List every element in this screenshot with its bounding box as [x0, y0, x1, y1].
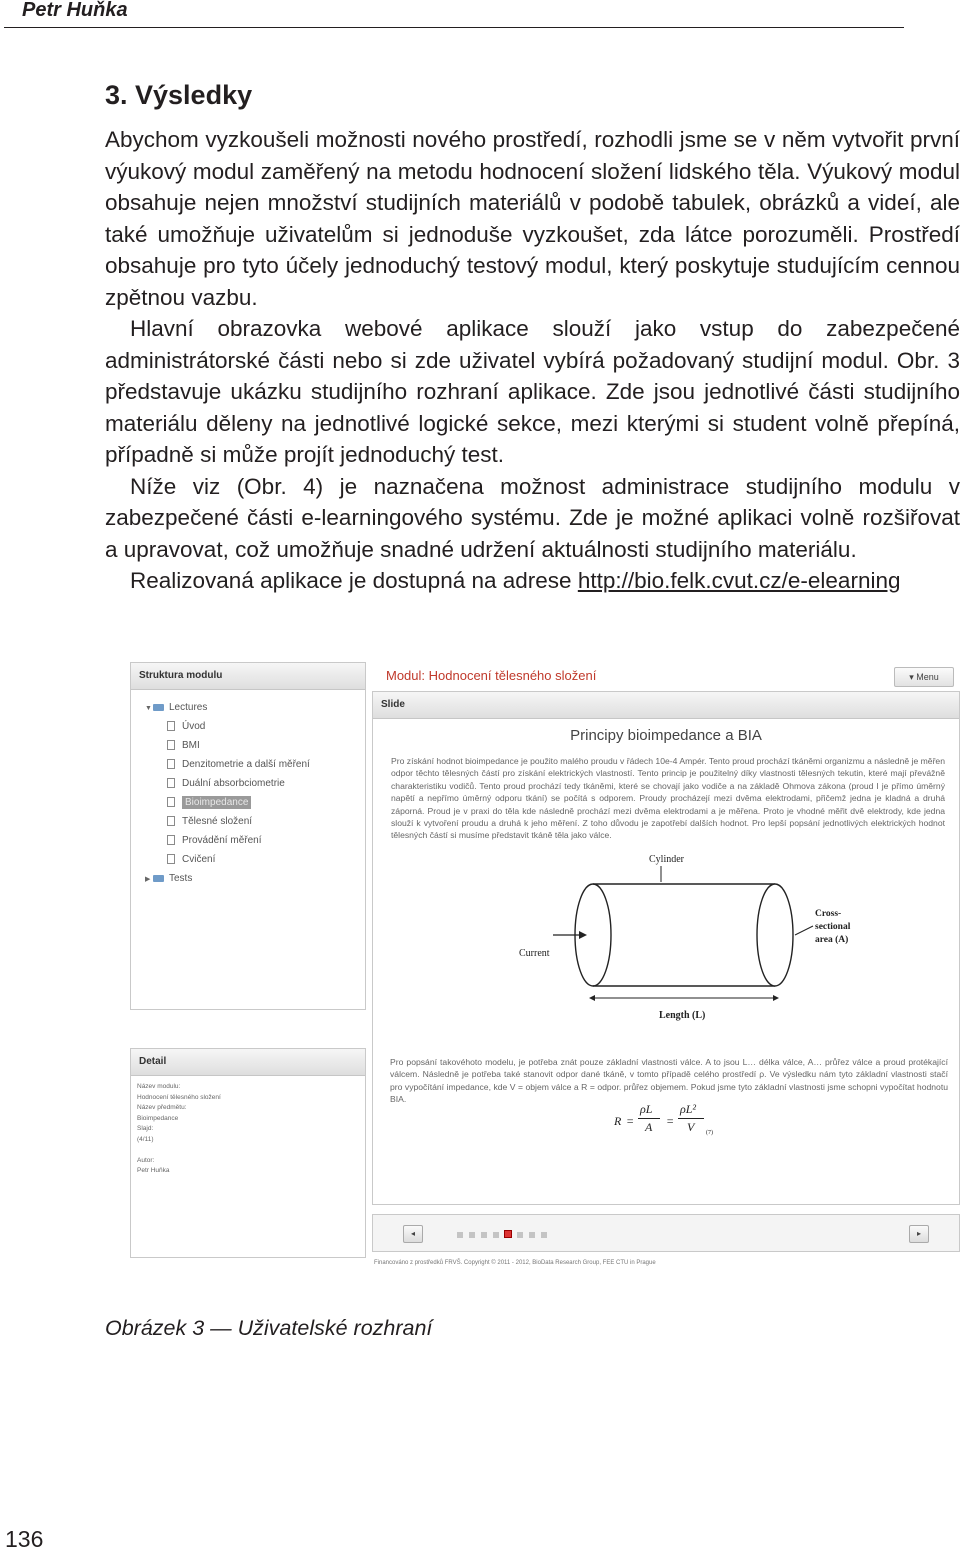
- formula-mid-den: A: [645, 1120, 653, 1134]
- structure-panel-title: Struktura modulu: [131, 663, 365, 690]
- cylinder-right-end: [757, 884, 793, 986]
- diagram-label-cylinder: Cylinder: [649, 853, 684, 865]
- length-arrow-head-right: [773, 995, 779, 1001]
- tree-label: Provádění měření: [182, 835, 262, 846]
- slide-text-2: Pro popsání takovéhoto modelu, je potřeba znát pouze základní vlastnosti válce. A to jsou L… délka válce, A… průřez válce a proud protékající válcem. Následně je potřeba také stanovit odpor dané tkáně, v tomto případě celého prostředí ρ. Ve výsledku nám tyto základní vlastnosti stačí pro vypočítání impedance, kde V = objem válce a R = odpor. průřez objemem. Pokud jsme tyto základní vlastnosti jsme schopni vypočítat hodnotu BIA.: [390, 1057, 948, 1105]
- detail-list: [131, 1076, 365, 1177]
- detail-line: Název modulu:: [137, 1083, 181, 1090]
- formula-ref: (7): [706, 1130, 713, 1136]
- slide-dot[interactable]: [529, 1232, 535, 1238]
- header-rule: [4, 27, 904, 28]
- tree-label: Lectures: [169, 702, 208, 713]
- slide-dot[interactable]: [517, 1232, 523, 1238]
- diagram-label-cross-section-3: area (A): [815, 934, 849, 945]
- cross-section-pointer: [795, 926, 813, 935]
- detail-line: Hodnocení tělesného složení: [137, 1093, 221, 1101]
- slide-dot[interactable]: [541, 1232, 547, 1238]
- formula-rhs-num: ρL²: [680, 1102, 697, 1116]
- tree-item-selected[interactable]: [131, 793, 365, 812]
- tree-label: Denzitometrie a další měření: [182, 759, 310, 770]
- tree-item[interactable]: [131, 831, 365, 850]
- detail-line: Slajd:: [137, 1125, 154, 1132]
- slide-lower: [390, 1056, 948, 1106]
- slide-navigation: [372, 1214, 960, 1252]
- tree-label: BMI: [182, 740, 200, 751]
- tree-item[interactable]: [131, 774, 365, 793]
- slide-dot-active[interactable]: [504, 1230, 512, 1238]
- tree-label: Cvičení: [182, 854, 216, 865]
- next-slide-button[interactable]: ▸: [909, 1225, 929, 1243]
- formula-rhs-bar: [678, 1118, 704, 1119]
- expand-arrow-icon[interactable]: ▼: [145, 705, 152, 712]
- diagram-label-cross-section-2: sectional: [815, 921, 851, 932]
- folder-icon: [153, 875, 164, 882]
- formula-eq-2: =: [666, 1114, 675, 1128]
- tree-label: Úvod: [182, 721, 206, 732]
- page-icon: [167, 816, 175, 826]
- formula-lhs: R: [614, 1114, 622, 1128]
- formula-mid-bar: [638, 1118, 660, 1119]
- figure-screenshot: [128, 660, 960, 1280]
- folder-icon: [153, 704, 164, 711]
- prev-slide-button[interactable]: ◂: [403, 1225, 423, 1243]
- slide-dot[interactable]: [457, 1232, 463, 1238]
- tree-label: Bioimpedance: [182, 796, 251, 809]
- diagram-label-current: Current: [519, 947, 550, 959]
- page-icon: [167, 759, 175, 769]
- detail-line: (4/11): [137, 1135, 154, 1143]
- figure-caption: Obrázek 3 — Uživatelské rozhraní: [105, 1316, 433, 1340]
- menu-button[interactable]: ▾ Menu: [894, 667, 954, 687]
- formula-mid-num: ρL: [640, 1102, 653, 1116]
- tree-item[interactable]: [131, 736, 365, 755]
- page-icon: [167, 835, 175, 845]
- tree-item[interactable]: [131, 717, 365, 736]
- tree-item-lectures[interactable]: [131, 698, 365, 717]
- tree-label: Duální absorbciometrie: [182, 778, 285, 789]
- slide-dot[interactable]: [469, 1232, 475, 1238]
- detail-panel: [130, 1048, 366, 1258]
- slide-title: Principy bioimpedance a BIA: [570, 727, 762, 744]
- section-heading: 3. Výsledky: [105, 80, 253, 110]
- tree-item[interactable]: [131, 850, 365, 869]
- figure-footer: Financováno z prostředků FRVŠ. Copyright © 2011 - 2012, BioData Research Group, FEE CTU in Prague: [374, 1260, 656, 1266]
- page-icon: [167, 778, 175, 788]
- page-number: 136: [5, 1526, 44, 1552]
- page-icon: [167, 740, 175, 750]
- detail-line: Název předmětu:: [137, 1104, 187, 1111]
- availability-text: Realizovaná aplikace je dostupná na adrese: [130, 568, 578, 593]
- diagram-label-cross-section-1: Cross-: [815, 908, 842, 919]
- length-arrow-head-left: [589, 995, 595, 1001]
- paragraph-1: Abychom vyzkoušeli možnosti nového prostředí, rozhodli jsme se v něm vytvořit první výukový modul zaměřený na metodu hodnocení složení lidského těla. Výukový modul obsahuje nejen množství studijních materiálů v podobě tabulek, obrázků a videí, ale také umožňuje uživatelům si jednoduše vyzkoušet, zda látce porozuměli. Prostředí obsahuje pro tyto účely jednoduchý testový modul, který poskytuje studujícím cennou zpětnou vazbu.: [105, 127, 960, 310]
- page-icon: [167, 721, 175, 731]
- page-icon: [167, 854, 175, 864]
- body-text: [105, 124, 960, 597]
- formula-eq: =: [626, 1114, 635, 1128]
- detail-line: Autor:: [137, 1156, 155, 1164]
- slide-dot[interactable]: [493, 1232, 499, 1238]
- elearning-link[interactable]: http://bio.felk.cvut.cz/e-elearning: [577, 568, 901, 593]
- running-header-author: Petr Huňka: [22, 0, 128, 21]
- paragraph-3: Níže viz (Obr. 4) je naznačena možnost administrace studijního modulu v zabezpečené části e-learningového systému. Zde je možné aplikaci volně rozšiřovat a upravovat, což umožňuje snadné udržení aktuálnosti studijního materiálu.: [105, 473, 960, 562]
- tree-item-tests[interactable]: [131, 869, 365, 888]
- paragraph-availability: [105, 565, 960, 597]
- menu-button-label: Menu: [916, 672, 939, 682]
- tree-item[interactable]: [131, 812, 365, 831]
- slide-panel-label: Slide: [373, 692, 959, 719]
- page-icon: [167, 797, 175, 807]
- tree-label: Tělesné složení: [182, 816, 253, 827]
- module-title: Modul: Hodnocení tělesného složení: [386, 668, 597, 683]
- formula-rhs-den: V: [687, 1120, 695, 1134]
- detail-line: Bioimpedance: [137, 1114, 179, 1122]
- detail-panel-title: Detail: [131, 1049, 365, 1076]
- detail-line: [137, 1145, 365, 1156]
- module-tree: [131, 698, 365, 888]
- expand-arrow-icon[interactable]: ▶: [145, 876, 151, 883]
- diagram-label-length: Length (L): [659, 1009, 706, 1021]
- detail-line: Petr Huňka: [137, 1167, 170, 1174]
- tree-label: Tests: [169, 873, 193, 884]
- tree-item[interactable]: [131, 755, 365, 774]
- current-arrow-head: [579, 931, 587, 939]
- slide-text-1: Pro získání hodnot bioimpedance je použito malého proudu v řádech 10e-4 Ampér. Tento proud prochází tkáněmi organizmu a následně je měřen odpor těchto tělesných částí pro získání elektrických vlastností. Tento princip je použitelný díky vlastnosti tělesných tekutin, které mají převážně charakteristiku vodičů. Tento proud prochází tedy tkáněmi, které se chovají jako vodiče a na základě Ohmova zákona (proud I je přímo úměrný napětí a nepřímo úměrný odporu tkání) se počítá s odporem. Proudy procházejí mezi dvěma elektrodami, přičemž jedna je kladná a druhá záporná. Proud je v praxi do těla kde následně prochází mezi dvěma elektrodami a je měřena. Proto je vhodné měřit dvě elektrody, kde jedna slouží k vytvoření proudu a druhá k jeho měření. Z toho důvodu je zapotřebí dalších hodnot. Pro lepší popsání jednotlivých elektrických hodnot tělesných částí si musíme představit tkáně těla jako válce.: [391, 756, 945, 841]
- slide-dot[interactable]: [481, 1232, 487, 1238]
- structure-panel: [130, 662, 366, 1010]
- paragraph-2: Hlavní obrazovka webové aplikace slouží jako vstup do zabezpečené administrátorské části nebo si zde uživatel vybírá požadovaný studijní modul. Obr. 3 představuje ukázku studijního rozhraní aplikace. Zde jsou jednotlivé části studijního materiálu děleny na jednotlivé logické sekce, mezi kterými si student volně přepíná, případně si může projít jednoduchý test.: [105, 316, 960, 467]
- cylinder-diagram: [483, 846, 923, 1026]
